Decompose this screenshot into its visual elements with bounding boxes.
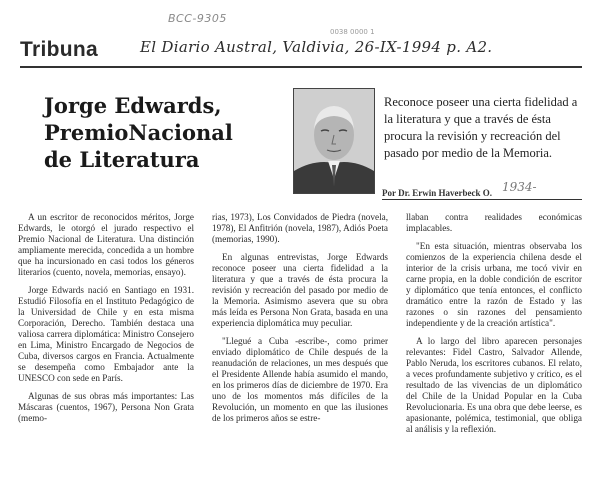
column-1-paragraph: Jorge Edwards nació en Santiago en 1931. Estudió Filosofía en el Instituto Pedagógico de la Universidad de Chile y en esta misma Corporación, Derecho. También destaca una valiosa carrera diplomática: Ministro Consejero en Lima, Ministro Encargado de Negocios de Cuba, diversos cargos en Francia. Actualmente se desempeña como Embajador ante la UNESCO con sede en París.	[18, 285, 194, 383]
byline-rule	[382, 199, 582, 200]
handwritten-small-note: 0038 0000 1	[330, 28, 375, 36]
article-column-1	[18, 212, 194, 431]
column-1-paragraph: Algunas de sus obras más importantes: Las Máscaras (cuentos, 1967), Persona Non Grata (memo-	[18, 391, 194, 423]
masthead-rule	[20, 66, 582, 68]
handwritten-source-note: El Diario Austral, Valdivia, 26-IX-1994 p. A2.	[140, 38, 493, 56]
section-masthead: Tribuna	[20, 38, 98, 61]
author-portrait-photo	[293, 88, 375, 194]
article-column-2	[212, 212, 388, 431]
article-headline: Jorge Edwards, PremioNacional de Literatura	[44, 93, 233, 172]
handwritten-byline-note: 1934-	[502, 180, 537, 194]
portrait-illustration	[294, 89, 374, 193]
article-deck: Reconoce poseer una cierta fidelidad a la literatura y que a través de ésta procura la revisión y recreación del pasado por medio de la Memoria.	[384, 95, 578, 160]
catalog-number: BCC-9305	[168, 12, 227, 25]
column-2-paragraph: rias, 1973), Los Convidados de Piedra (novela, 1978), El Anfitrión (novela, 1987), Adiós Poeta (memorias, 1990).	[212, 212, 388, 244]
column-2-paragraph: "Llegué a Cuba -escribe-, como primer enviado diplomático de Chile después de la reanudación de relaciones, un mes después que el Presidente Allende había asumido el mando, en los primeros días de diciembre de 1970. Era uno de los momentos más difíciles de la Revolución, un momento en que las ilusiones de los primeros años se estre-	[212, 336, 388, 423]
column-3-paragraph: llaban contra realidades económicas implacables.	[406, 212, 582, 233]
column-3-paragraph: A lo largo del libro aparecen personajes relevantes: Fidel Castro, Salvador Allende, Pablo Neruda, los escritores cubanos. El relato, a veces profundamente subjetivo y crítico, es el resultado de las vivencias de un diplomático del Chile de la Unidad Popular en la Cuba Revolucionaria. Es una obra que debe leerse, es apasionante, polémica, testimonial, que obliga al análisis y la reflexión.	[406, 336, 582, 434]
column-1-paragraph: A un escritor de reconocidos méritos, Jorge Edwards, le otorgó el jurado respectivo el Premio Nacional de Literatura. Una distinción ampliamente merecida, concedida a un hombre que ha incursionado en casi todos los géneros literarios (cuento, novela, memorias, ensayo).	[18, 212, 194, 277]
article-column-3	[406, 212, 582, 442]
article-byline: Por Dr. Erwin Haverbeck O.	[382, 188, 492, 198]
column-2-paragraph: En algunas entrevistas, Jorge Edwards reconoce poseer una cierta fidelidad a la literatura y que a través de ésta procura la revisión y recreación del pasado por medio de la Memoria. Asimismo asevera que su obra más leída es Persona Non Grata, basada en una experiencia diplomática muy peculiar.	[212, 252, 388, 328]
column-3-paragraph: "En esta situación, mientras observaba los comienzos de la experiencia chilena desde el interior de la crisis urbana, me tocó vivir en carne propia, en la doble condición de escritor y diplomático que tenía entonces, el conflicto dramático entre la razón de Estado y las razones o sin razones del pensamiento independiente y de la creación artística".	[406, 241, 582, 328]
